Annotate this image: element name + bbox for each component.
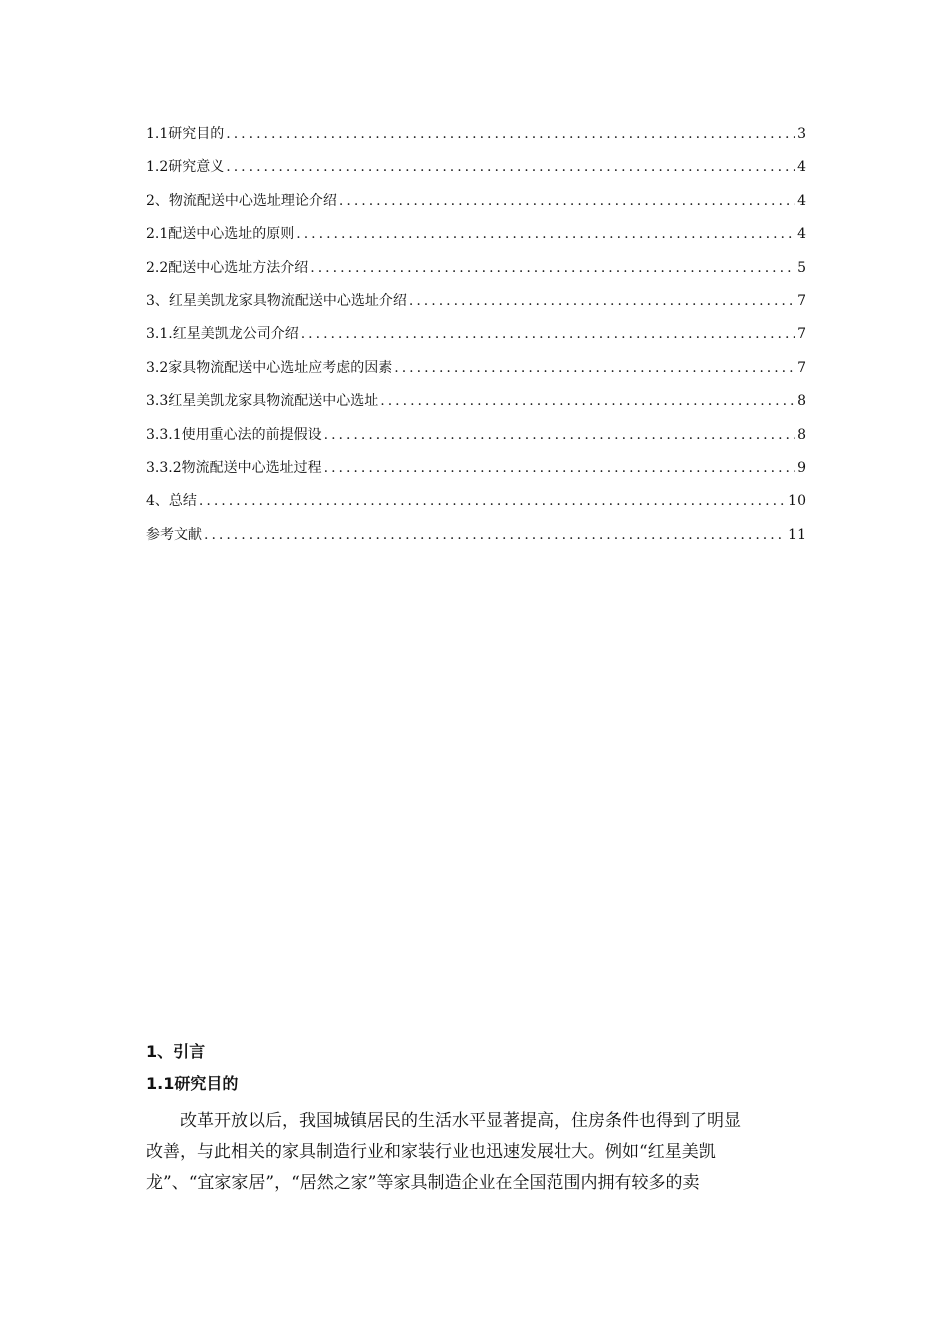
toc-leader-dots — [226, 124, 795, 144]
toc-entry[interactable] — [146, 391, 806, 424]
toc-leader-dots — [324, 425, 795, 445]
toc-leader-dots — [199, 491, 786, 511]
toc-entry-page: 5 — [797, 259, 806, 276]
toc-leader-dots — [296, 224, 795, 244]
toc-entry-title: 参考文献 — [146, 526, 202, 543]
toc-entry-page: 7 — [797, 359, 806, 376]
section-heading: 1、引言 — [146, 1042, 206, 1061]
toc-entry-page: 8 — [797, 426, 806, 443]
toc-entry-title: 4、总结 — [146, 493, 197, 510]
table-of-contents — [146, 124, 806, 558]
toc-entry-title: 3.3.2物流配送中心选址过程 — [146, 459, 322, 476]
toc-entry-page: 7 — [797, 326, 806, 343]
toc-entry[interactable] — [146, 491, 806, 524]
paragraph-line: 龙”、“宜家家居”，“居然之家”等家具制造企业在全国范围内拥有较多的卖 — [146, 1173, 700, 1193]
toc-entry-title: 1.2研究意义 — [146, 159, 225, 176]
toc-entry-page: 4 — [797, 226, 806, 243]
toc-entry[interactable] — [146, 525, 806, 558]
toc-entry-title: 2.1配送中心选址的原则 — [146, 226, 295, 243]
toc-entry[interactable] — [146, 458, 806, 491]
toc-leader-dots — [324, 458, 795, 478]
body-paragraph — [146, 1106, 810, 1199]
toc-entry-page: 8 — [797, 393, 806, 410]
introduction-section — [146, 1038, 810, 1199]
toc-entry-page: 11 — [788, 526, 806, 543]
toc-entry-title: 2、物流配送中心选址理论介绍 — [146, 192, 337, 209]
toc-entry-page: 7 — [797, 292, 806, 309]
toc-leader-dots — [204, 525, 786, 545]
toc-entry[interactable] — [146, 157, 806, 190]
toc-entry[interactable] — [146, 291, 806, 324]
paragraph-line: 改革开放以后，我国城镇居民的生活水平显著提高，住房条件也得到了明显 — [180, 1111, 741, 1131]
toc-entry[interactable] — [146, 224, 806, 257]
toc-entry-page: 4 — [797, 192, 806, 209]
toc-entry[interactable] — [146, 191, 806, 224]
toc-entry-page: 3 — [797, 126, 806, 142]
toc-entry-title: 3.2家具物流配送中心选址应考虑的因素 — [146, 359, 393, 376]
toc-entry[interactable] — [146, 358, 806, 391]
toc-entry-page: 4 — [797, 159, 806, 176]
paragraph-line: 改善，与此相关的家具制造行业和家装行业也迅速发展壮大。例如“红星美凯 — [146, 1142, 716, 1162]
toc-leader-dots — [394, 358, 795, 378]
toc-entry[interactable] — [146, 258, 806, 291]
toc-entry[interactable] — [146, 425, 806, 458]
toc-leader-dots — [380, 391, 795, 411]
toc-entry[interactable] — [146, 324, 806, 357]
toc-entry-title: 3、红星美凯龙家具物流配送中心选址介绍 — [146, 292, 407, 309]
toc-entry[interactable] — [146, 124, 806, 157]
toc-leader-dots — [310, 258, 795, 278]
toc-leader-dots — [339, 191, 795, 211]
toc-leader-dots — [301, 324, 795, 344]
subsection-heading: 1.1研究目的 — [146, 1074, 239, 1093]
toc-entry-page: 9 — [797, 459, 806, 476]
toc-leader-dots — [226, 157, 795, 177]
toc-entry-title: 3.1.红星美凯龙公司介绍 — [146, 326, 299, 343]
toc-entry-title: 3.3.1使用重心法的前提假设 — [146, 426, 322, 443]
toc-leader-dots — [409, 291, 795, 311]
toc-entry-title: 1.1研究目的 — [146, 126, 225, 142]
toc-entry-title: 2.2配送中心选址方法介绍 — [146, 259, 309, 276]
toc-entry-page: 10 — [788, 493, 806, 510]
toc-entry-title: 3.3红星美凯龙家具物流配送中心选址 — [146, 393, 379, 410]
